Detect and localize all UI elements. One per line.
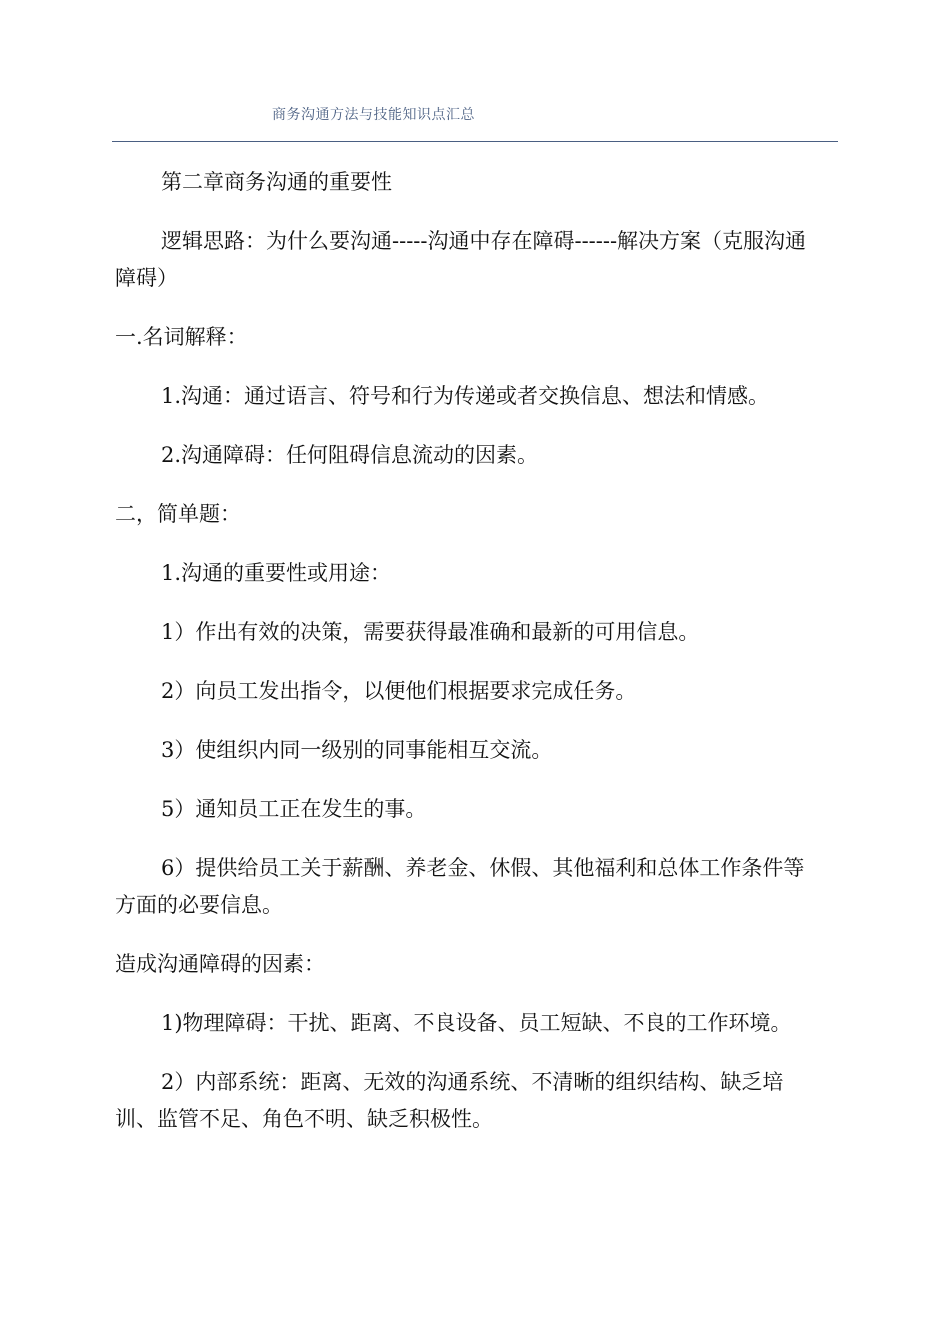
list-item: 2）向员工发出指令，以便他们根据要求完成任务。: [161, 679, 637, 703]
section-heading-definitions: 一.名词解释：: [115, 325, 248, 349]
question-heading: 1.沟通的重要性或用途：: [161, 561, 392, 585]
list-item: 1）作出有效的决策，需要获得最准确和最新的可用信息。: [161, 620, 700, 644]
chapter-title: 第二章商务沟通的重要性: [161, 170, 392, 194]
document-body: [115, 164, 825, 1160]
list-item: 3）使组织内同一级别的同事能相互交流。: [161, 738, 553, 762]
header-divider: [112, 141, 838, 142]
logic-outline: 逻辑思路：为什么要沟通-----沟通中存在障碍------解决方案（克服沟通障碍）: [115, 229, 807, 290]
definition-item: 1.沟通：通过语言、符号和行为传递或者交换信息、想法和情感。: [161, 384, 770, 408]
list-item: 6）提供给员工关于薪酬、养老金、休假、其他福利和总体工作条件等方面的必要信息。: [115, 856, 805, 917]
list-item: 5）通知员工正在发生的事。: [161, 797, 427, 821]
definition-item: 2.沟通障碍：任何阻碍信息流动的因素。: [161, 443, 539, 467]
document-header-title: 商务沟通方法与技能知识点汇总: [272, 107, 475, 123]
list-item: 2）内部系统：距离、无效的沟通系统、不清晰的组织结构、缺乏培训、监管不足、角色不明、缺乏积极性。: [115, 1070, 784, 1131]
page-header: [0, 0, 950, 146]
list-item: 1)物理障碍：干扰、距离、不良设备、员工短缺、不良的工作环境。: [161, 1011, 792, 1035]
section-heading-short-answer: 二，简单题：: [115, 502, 241, 526]
barrier-factors-heading: 造成沟通障碍的因素：: [115, 952, 325, 976]
